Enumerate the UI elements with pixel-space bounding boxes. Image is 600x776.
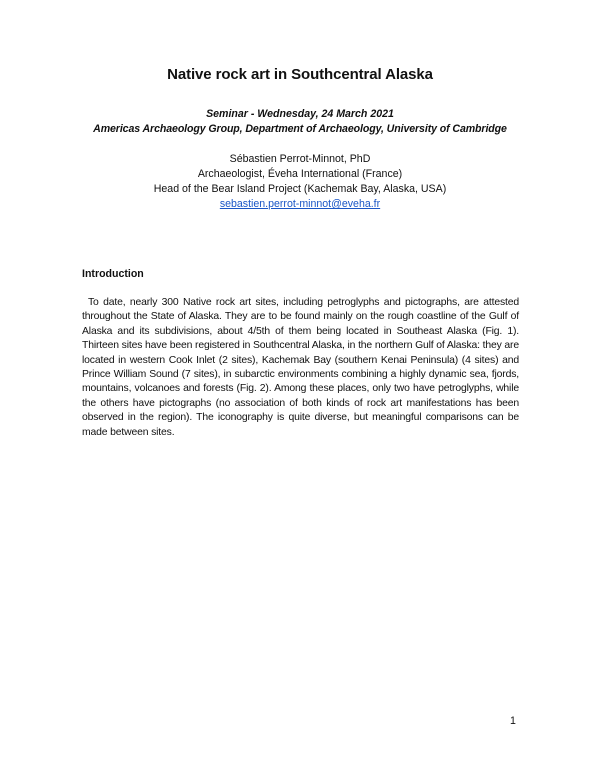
introduction-paragraph: To date, nearly 300 Native rock art sites, including petroglyphs and pictographs, are attested throughout the State of Alaska. They are to be found mainly on the rough coastline of the Gulf of Alaska and its subdivisions, about 4/5th of them being located in Southeast Alaska (Fig. 1). Thirteen sites have been registered in Southcentral Alaska, in the northern Gulf of Alaska: they are located in western Cook Inlet (2 sites), Kachemak Bay (southern Kenai Peninsula) (4 sites) and Prince William Sound (7 sites), in subarctic environments combining a highly dynamic sea, fjords, mountains, volcanoes and forests (Fig. 2). Among these places, only two have petroglyphs, while the others have pictographs (no association of both kinds of rock art manifestations has been observed in the region). The iconography is quite diverse, but meaningful comparisons can be made between sites. <box>82 297 519 438</box>
host-group-line: Americas Archaeology Group, Department of Archaeology, University of Cambridge <box>93 123 507 135</box>
author-block <box>0 152 600 212</box>
page-number: 1 <box>510 715 516 727</box>
section-heading: Introduction <box>82 268 144 280</box>
author-email-link[interactable]: sebastien.perrot-minnot@eveha.fr <box>219 198 381 210</box>
document-title: Native rock art in Southcentral Alaska <box>167 66 433 83</box>
author-affiliation: Archaeologist, Éveha International (France) <box>197 168 403 180</box>
author-name: Sébastien Perrot-Minnot, PhD <box>229 153 371 165</box>
author-role: Head of the Bear Island Project (Kachemak Bay, Alaska, USA) <box>153 183 447 195</box>
seminar-line: Seminar - Wednesday, 24 March 2021 <box>206 108 394 120</box>
